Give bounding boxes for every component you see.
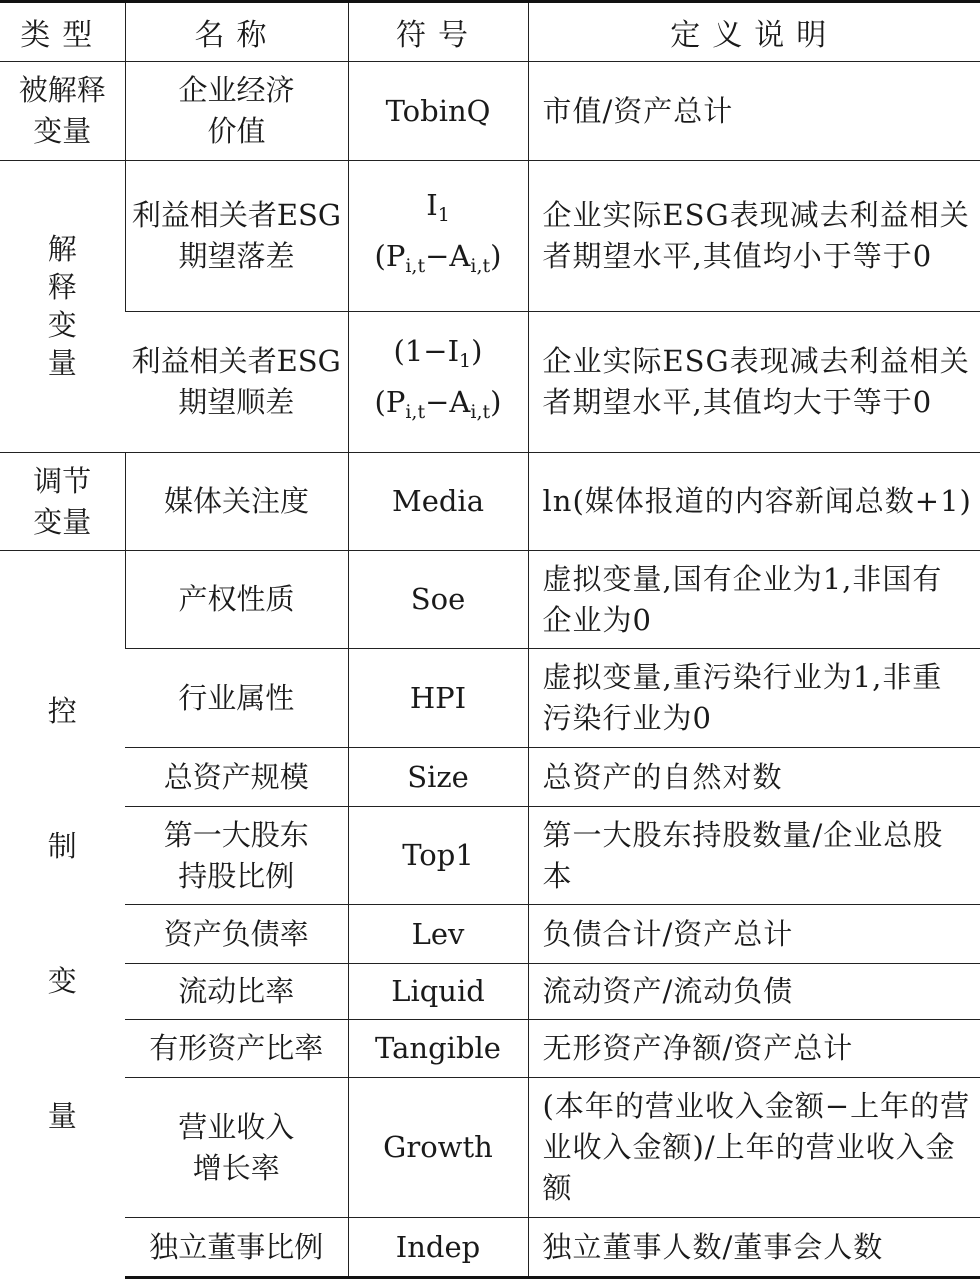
header-type: 类型 xyxy=(0,2,125,62)
variable-name: 有形资产比率 xyxy=(125,1020,348,1078)
variable-name: 总资产规模 xyxy=(125,748,348,807)
variable-definition: 独立董事人数/董事会人数 xyxy=(528,1218,980,1278)
variable-definition: (本年的营业收入金额−上年的营业收入金额)/上年的营业收入金额 xyxy=(528,1078,980,1218)
variable-symbol: Indep xyxy=(348,1218,528,1278)
header-symbol: 符号 xyxy=(348,2,528,62)
variable-symbol: Top1 xyxy=(348,807,528,905)
category-label: 被解释变量 xyxy=(18,73,106,148)
variable-name: 第一大股东持股比例 xyxy=(125,807,348,905)
category-dependent xyxy=(0,62,125,161)
variable-definition: 虚拟变量,国有企业为1,非国有企业为0 xyxy=(528,551,980,649)
table-row xyxy=(0,905,980,964)
table-header-row xyxy=(0,2,980,62)
table-row xyxy=(0,551,980,649)
variable-symbol: HPI xyxy=(348,649,528,748)
variable-name: 产权性质 xyxy=(125,551,348,649)
variable-name: 资产负债率 xyxy=(125,905,348,964)
variable-symbol: Soe xyxy=(348,551,528,649)
variable-definition: ln(媒体报道的内容新闻总数+1) xyxy=(528,453,980,551)
variable-symbol: Lev xyxy=(348,905,528,964)
variable-name: 行业属性 xyxy=(125,649,348,748)
variable-name: 媒体关注度 xyxy=(125,453,348,551)
variable-symbol: Liquid xyxy=(348,964,528,1020)
category-control xyxy=(0,551,125,1278)
table-row xyxy=(0,1020,980,1078)
variable-definition: 总资产的自然对数 xyxy=(528,748,980,807)
variable-definition: 第一大股东持股数量/企业总股本 xyxy=(528,807,980,905)
table-row xyxy=(0,1218,980,1278)
table-row xyxy=(0,1078,980,1218)
variable-symbol: Media xyxy=(348,453,528,551)
table-row xyxy=(0,649,980,748)
variable-definition: 市值/资产总计 xyxy=(528,62,980,161)
variable-definition: 虚拟变量,重污染行业为1,非重污染行业为0 xyxy=(528,649,980,748)
variable-symbol: $(1-I_1)$ $(P_{i,t}-A_{i,t})$ xyxy=(348,312,528,453)
variable-name: 营业收入增长率 xyxy=(125,1078,348,1218)
table-row xyxy=(0,748,980,807)
variable-symbol: $I_1$ $(P_{i,t}-A_{i,t})$ xyxy=(348,161,528,312)
table-row xyxy=(0,312,980,453)
variable-symbol: Size xyxy=(348,748,528,807)
variable-name: 流动比率 xyxy=(125,964,348,1020)
variable-name: 利益相关者ESG期望顺差 xyxy=(125,312,348,453)
category-moderating xyxy=(0,453,125,551)
variable-symbol: Growth xyxy=(348,1078,528,1218)
table-row xyxy=(0,964,980,1020)
variable-symbol: Tangible xyxy=(348,1020,528,1078)
table-row xyxy=(0,807,980,905)
variable-name: 企业经济价值 xyxy=(125,62,348,161)
variable-symbol: TobinQ xyxy=(348,62,528,161)
table-row xyxy=(0,161,980,312)
variable-definition: 无形资产净额/资产总计 xyxy=(528,1020,980,1078)
header-definition: 定义说明 xyxy=(528,2,980,62)
table-row xyxy=(0,62,980,161)
category-label: 解释变量 xyxy=(47,231,77,380)
category-label: 调节变量 xyxy=(33,463,92,539)
variable-definition: 企业实际ESG表现减去利益相关者期望水平,其值均小于等于0 xyxy=(528,161,980,312)
variable-definition: 负债合计/资产总计 xyxy=(528,905,980,964)
category-explanatory xyxy=(0,161,125,453)
table-row xyxy=(0,453,980,551)
variable-definition: 企业实际ESG表现减去利益相关者期望水平,其值均大于等于0 xyxy=(528,312,980,453)
header-name: 名称 xyxy=(125,2,348,62)
variable-name: 利益相关者ESG期望落差 xyxy=(125,161,348,312)
variable-name: 独立董事比例 xyxy=(125,1218,348,1278)
category-label: 控 制 变 量 xyxy=(47,694,77,1134)
variable-definition: 流动资产/流动负债 xyxy=(528,964,980,1020)
